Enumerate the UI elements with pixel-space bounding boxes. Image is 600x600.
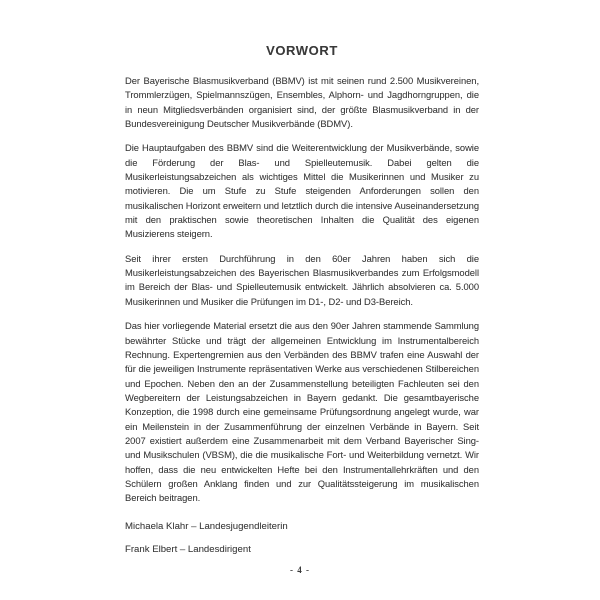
page-number: - 4 - <box>290 565 310 575</box>
signature-line-youth-director: Michaela Klahr – Landesjugendleiterin <box>125 520 288 532</box>
page-title: VORWORT <box>266 43 338 58</box>
foreword-paragraph-4: Das hier vorliegende Material ersetzt die aus den 90er Jahren stammende Sammlung bewährter Stücke und trägt der allgemeinen Entwicklung im Instrumentalbereich Rechnung. Expertengremien aus den Verbänden des BBMV trafen eine Auswahl der für die jeweiligen Instrumente repräsentativen Werke aus verschiedenen Stilbereichen und Epochen. Neben den an der Zusammenstellung beteiligten Fachleuten sei den Wegbereitern der Leistungsabzeichen in Bayern gedankt. Die gesamtbayerische Konzeption, die 1998 durch eine gemeinsame Prüfungsordnung angelegt wurde, war ein Meilenstein in der Zusammenführung der einzelnen Verbände in Bayern. Seit 2007 existiert außerdem eine Zusammenarbeit mit dem Verband Bayerischer Sing- und Musikschulen (VBSM), die die musikalische Fort- und Weiterbildung vernetzt. Wir hoffen, dass die neu entwickelten Hefte bei den Instrumentallehrkräften und den Schülern großen Anklang finden und zur Qualitätssteigerung im musikalischen Bereich beitragen. <box>125 320 479 504</box>
foreword-paragraph-2: Die Hauptaufgaben des BBMV sind die Weiterentwicklung der Musikverbände, sowie die Förderung der Blas- und Spielleutemusik. Dabei gelten die Musikerleistungsabzeichen als wichtiges Mittel die Musikerinnen und Musiker zu motivieren. Die um Stufe zu Stufe steigenden Anforderungen sollen den musikalischen Horizont erweitern und letztlich durch die intensive Auseinandersetzung mit den praktischen sowie theoretischen Inhalten die Qualität des eigenen Musizierens steigern. <box>125 142 479 240</box>
signature-line-state-conductor: Frank Elbert – Landesdirigent <box>125 543 251 555</box>
foreword-paragraph-1: Der Bayerische Blasmusikverband (BBMV) ist mit seinen rund 2.500 Musikvereinen, Trommlerzügen, Spielmannszügen, Ensembles, Alphorn- und Jagdhorngruppen, die in neun Mitgliedsverbänden organisiert sind, der größte Blasmusikverband in der Bundesvereinigung Deutscher Musikverbände (BDMV). <box>125 75 479 130</box>
foreword-paragraph-3: Seit ihrer ersten Durchführung in den 60er Jahren haben sich die Musikerleistungsabzeichen des Bayerischen Blasmusikverbandes zum Erfolgsmodell im Bereich der Blas- und Spielleutemusik entwickelt. Jährlich absolvieren ca. 5.000 Musikerinnen und Musiker die Prüfungen im D1-, D2- und D3-Bereich. <box>125 252 479 307</box>
foreword-content <box>125 44 479 557</box>
